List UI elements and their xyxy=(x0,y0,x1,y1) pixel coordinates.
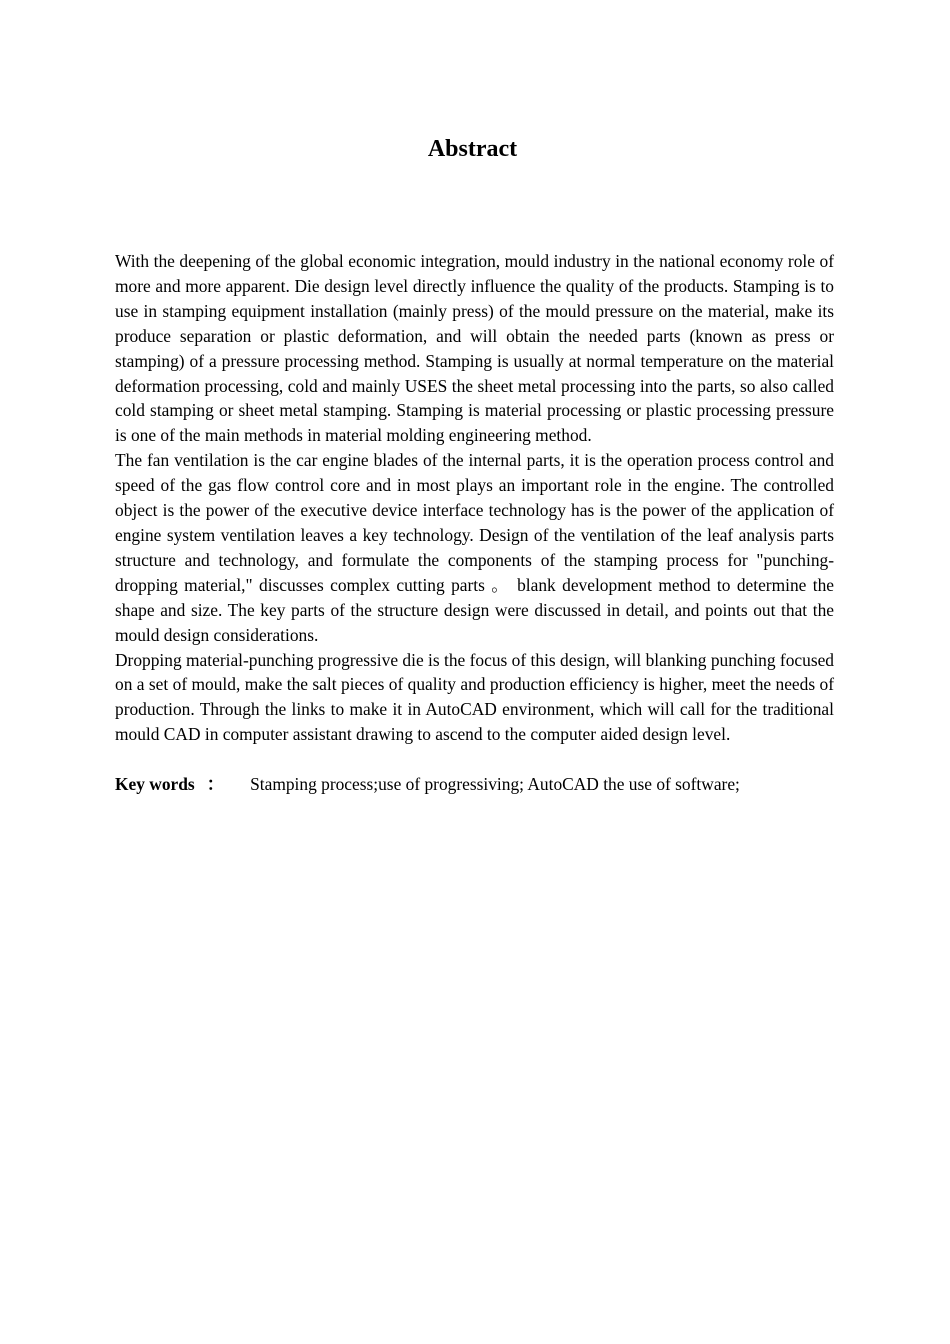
abstract-paragraph-3: Dropping material-punching progressive die is the focus of this design, will blanking punching focused on a set of mould, make the salt pieces of quality and production efficiency is higher, meet the needs of production. Through the links to make it in AutoCAD environment, which will call for the traditional mould CAD in computer assistant drawing to ascend to the computer aided design level. xyxy=(115,649,834,745)
abstract-paragraph-2: The fan ventilation is the car engine blades of the internal parts, it is the operation process control and speed of the gas flow control core and in most plays an important role in the engine. The controlled object is the power of the executive device interface technology has is the power of the application of engine system ventilation leaves a key technology. Design of the ventilation of the leaf analysis parts structure and technology, and formulate the components of the stamping process for "punching-dropping material," discusses complex cutting parts 。 blank development method to determine the shape and size. The key parts of the structure design were discussed in detail, and points out that the mould design considerations. xyxy=(115,450,834,645)
keywords-label: Key words xyxy=(115,774,195,795)
abstract-body xyxy=(115,249,834,797)
abstract-paragraph-1: With the deepening of the global economic integration, mould industry in the national economy role of more and more apparent. Die design level directly influence the quality of the products. Stamping is to use in stamping equipment installation (mainly press) of the mould pressure on the material, make its produce separation or plastic deformation, and will obtain the needed parts (known as press or stamping) of a pressure processing method. Stamping is usually at normal temperature on the material deformation processing, cold and mainly USES the sheet metal processing into the parts, so also called cold stamping or sheet metal stamping. Stamping is material processing or plastic processing pressure is one of the main methods in material molding engineering method. xyxy=(115,251,834,446)
keywords-text: Stamping process;use of progressiving; AutoCAD the use of software; xyxy=(250,774,740,795)
page-title: Abstract xyxy=(427,136,518,162)
keywords-separator: ： xyxy=(206,774,225,795)
keywords-line xyxy=(115,772,834,797)
